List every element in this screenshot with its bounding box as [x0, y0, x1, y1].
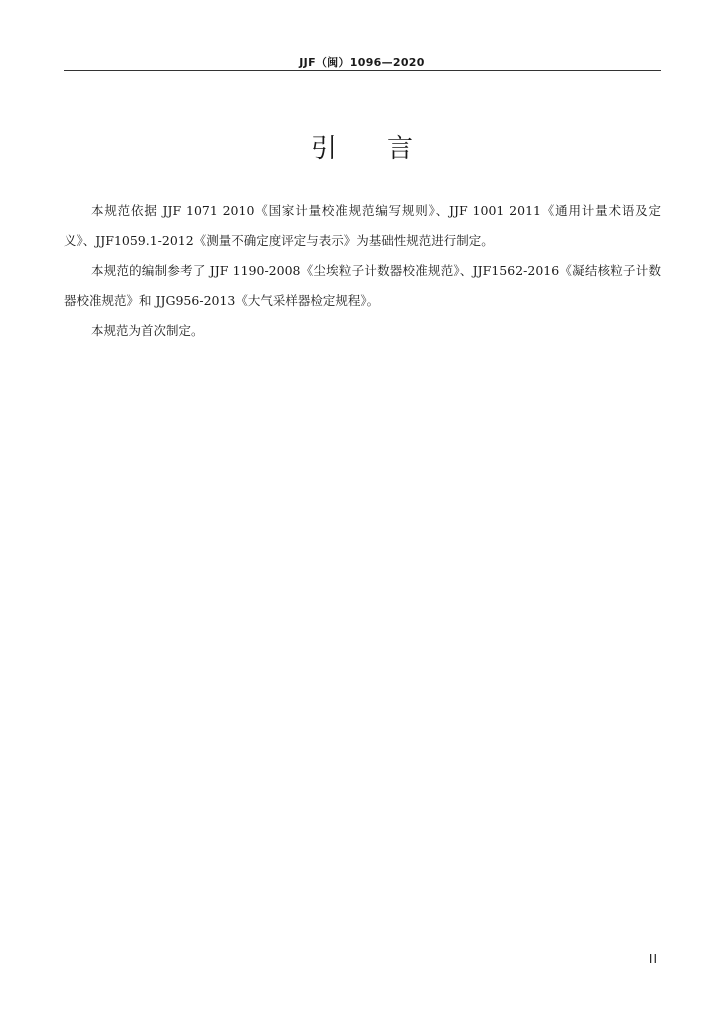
page-number: II	[648, 952, 658, 966]
running-header: JJF（闽）1096—2020	[299, 56, 425, 69]
introduction-body	[64, 196, 661, 346]
section-title-char-1: 引	[310, 134, 337, 164]
paragraph-first-edition: 本规范为首次制定。	[91, 323, 204, 338]
section-title-char-2: 言	[387, 134, 414, 164]
section-title	[0, 128, 724, 165]
header-divider	[64, 70, 661, 71]
paragraph-basis: 本规范依据 JJF 1071 2010《国家计量校准规范编写规则》、JJF 1001 2011《通用计量术语及定义》、JJF1059.1-2012《测量不确定度评定与表示》为基础性规范进行制定。	[64, 203, 661, 248]
paragraph-references: 本规范的编制参考了 JJF 1190-2008《尘埃粒子计数器校准规范》、JJF1562-2016《凝结核粒子计数器校准规范》和 JJG956-2013《大气采样器检定规程》。	[64, 263, 661, 308]
